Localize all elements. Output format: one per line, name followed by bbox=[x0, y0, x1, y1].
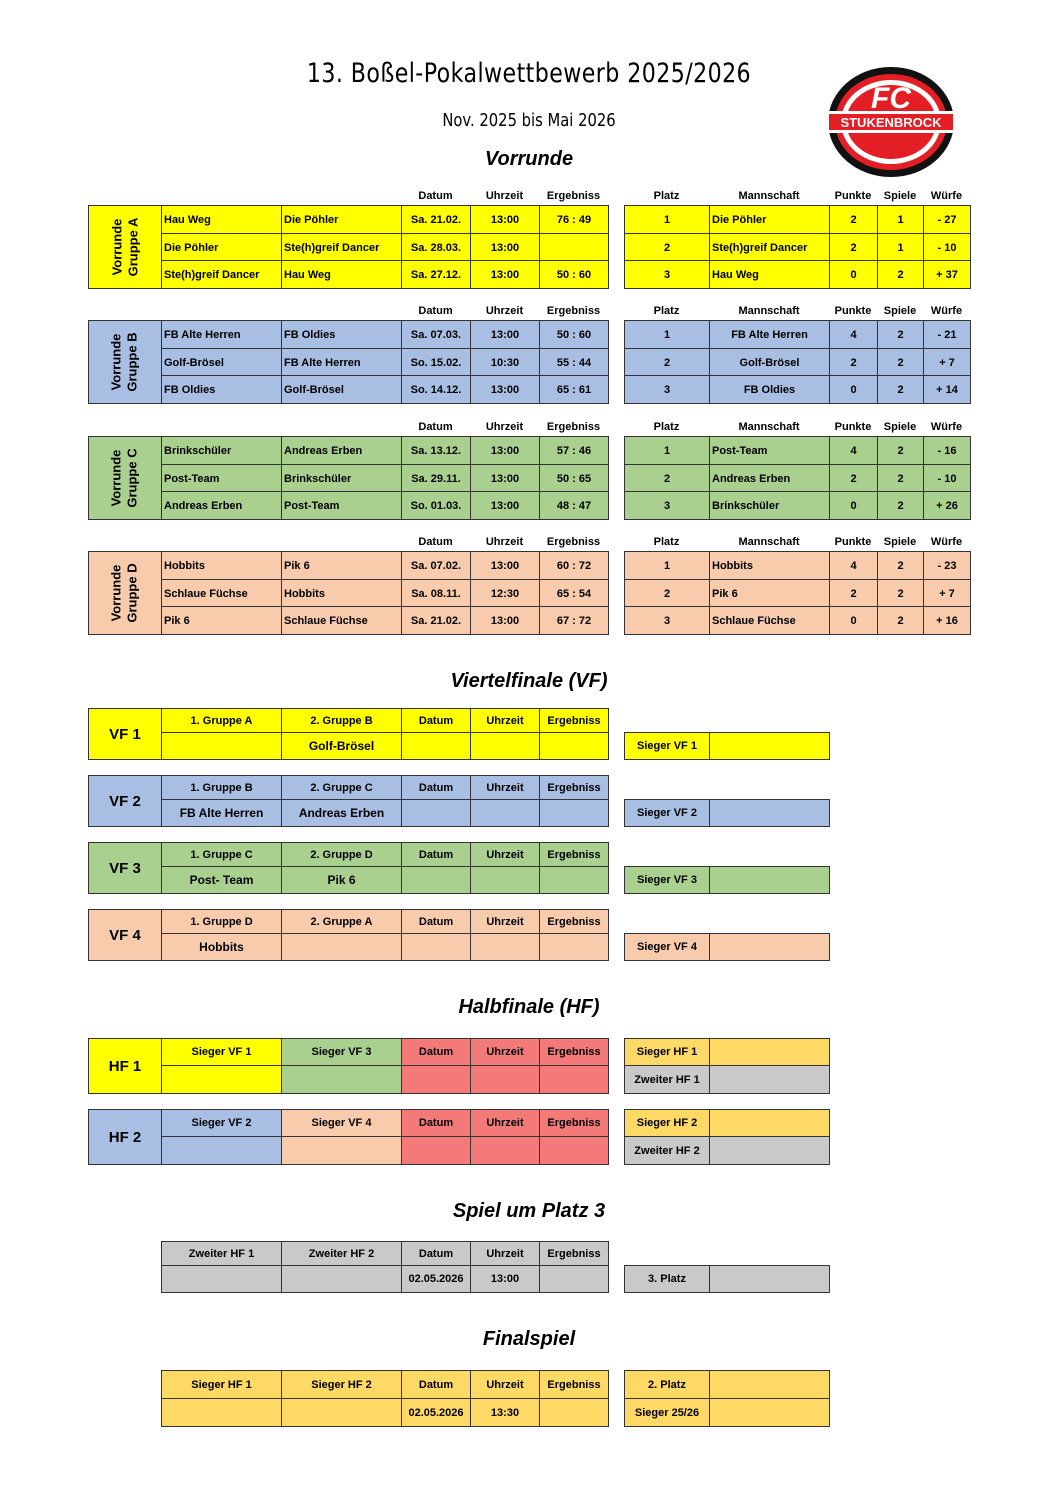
standing-team: Hobbits bbox=[709, 551, 830, 580]
match-result: 67 : 72 bbox=[539, 606, 609, 635]
hf-sieger-value bbox=[709, 1038, 830, 1066]
standing-games: 2 bbox=[877, 464, 924, 493]
header-wuerfe: Würfe bbox=[930, 536, 963, 548]
vf-ergebnis bbox=[539, 799, 609, 827]
match-time: 13:00 bbox=[470, 606, 540, 635]
vf-datum bbox=[401, 866, 471, 894]
match-date: So. 14.12. bbox=[401, 375, 471, 404]
vf-ergebnis bbox=[539, 732, 609, 760]
p3-team2 bbox=[281, 1265, 402, 1293]
match-team-home: Hobbits bbox=[161, 551, 282, 580]
hf-header-team1: Sieger VF 2 bbox=[161, 1109, 282, 1137]
standing-throws: - 10 bbox=[923, 233, 971, 262]
final-winner-value bbox=[709, 1398, 830, 1427]
match-date: Sa. 07.02. bbox=[401, 551, 471, 580]
vf-header-datum: Datum bbox=[401, 842, 471, 867]
vf-header-team1: 1. Gruppe B bbox=[161, 775, 282, 800]
standing-team: Schlaue Füchse bbox=[709, 606, 830, 635]
header-mannschaft: Mannschaft bbox=[738, 421, 800, 433]
standing-games: 2 bbox=[877, 606, 924, 635]
match-time: 13:00 bbox=[470, 375, 540, 404]
group-label-line1: Vorrunde bbox=[108, 449, 124, 507]
group-label-line2: Gruppe D bbox=[124, 563, 140, 623]
standing-rank: 3 bbox=[624, 491, 710, 520]
vf-datum bbox=[401, 799, 471, 827]
header-ergebnis: Ergebniss bbox=[546, 190, 601, 202]
vf-header-team1: 1. Gruppe D bbox=[161, 909, 282, 934]
vf-label: VF 3 bbox=[88, 842, 162, 894]
match-result: 50 : 65 bbox=[539, 464, 609, 493]
vf-team2: Andreas Erben bbox=[281, 799, 402, 827]
vf-uhrzeit bbox=[470, 866, 540, 894]
match-result: 48 : 47 bbox=[539, 491, 609, 520]
vf-team1: Hobbits bbox=[161, 933, 282, 961]
final-header-uhrzeit: Uhrzeit bbox=[470, 1370, 540, 1399]
standing-games: 1 bbox=[877, 233, 924, 262]
header-platz: Platz bbox=[653, 190, 680, 202]
vf-header-uhrzeit: Uhrzeit bbox=[470, 909, 540, 934]
section-finalspiel: Finalspiel bbox=[482, 1328, 576, 1350]
match-team-home: Post-Team bbox=[161, 464, 282, 493]
standing-games: 2 bbox=[877, 436, 924, 465]
standing-points: 0 bbox=[829, 606, 878, 635]
vf-header-team2: 2. Gruppe B bbox=[281, 708, 402, 733]
vf-header-datum: Datum bbox=[401, 909, 471, 934]
page-title: 13. Boßel-Pokalwettbewerb 2025/2026 bbox=[306, 58, 752, 89]
vf-sieger-label: Sieger VF 2 bbox=[624, 799, 710, 827]
hf-team2 bbox=[281, 1136, 402, 1165]
header-punkte: Punkte bbox=[834, 536, 872, 548]
hf-zweiter-value bbox=[709, 1136, 830, 1165]
match-team-away: Hau Weg bbox=[281, 260, 402, 289]
match-team-home: Pik 6 bbox=[161, 606, 282, 635]
standing-rank: 1 bbox=[624, 205, 710, 234]
vf-team2 bbox=[281, 933, 402, 961]
hf-header-ergebnis: Ergebniss bbox=[539, 1109, 609, 1137]
header-mannschaft: Mannschaft bbox=[738, 536, 800, 548]
header-spiele: Spiele bbox=[883, 421, 917, 433]
vf-header-uhrzeit: Uhrzeit bbox=[470, 842, 540, 867]
p3-team1 bbox=[161, 1265, 282, 1293]
match-result: 65 : 54 bbox=[539, 579, 609, 608]
standing-games: 1 bbox=[877, 205, 924, 234]
vf-header-ergebnis: Ergebniss bbox=[539, 775, 609, 800]
header-datum: Datum bbox=[418, 421, 453, 433]
match-result: 76 : 49 bbox=[539, 205, 609, 234]
final-header-team1: Sieger HF 1 bbox=[161, 1370, 282, 1399]
vf-uhrzeit bbox=[470, 732, 540, 760]
hf-sieger-label: Sieger HF 2 bbox=[624, 1109, 710, 1137]
vf-team1: FB Alte Herren bbox=[161, 799, 282, 827]
standing-points: 2 bbox=[829, 579, 878, 608]
header-ergebnis: Ergebniss bbox=[546, 421, 601, 433]
vf-header-team2: 2. Gruppe D bbox=[281, 842, 402, 867]
hf-label: HF 1 bbox=[88, 1038, 162, 1094]
standing-team: Die Pöhler bbox=[709, 205, 830, 234]
standing-games: 2 bbox=[877, 260, 924, 289]
header-platz: Platz bbox=[653, 305, 680, 317]
hf-header-datum: Datum bbox=[401, 1038, 471, 1066]
vf-team1: Post- Team bbox=[161, 866, 282, 894]
standing-games: 2 bbox=[877, 348, 924, 377]
header-uhrzeit: Uhrzeit bbox=[485, 190, 524, 202]
match-team-home: Schlaue Füchse bbox=[161, 579, 282, 608]
vf-sieger-value bbox=[709, 732, 830, 760]
hf-header-datum: Datum bbox=[401, 1109, 471, 1137]
standing-team: Andreas Erben bbox=[709, 464, 830, 493]
match-date: Sa. 08.11. bbox=[401, 579, 471, 608]
header-datum: Datum bbox=[418, 536, 453, 548]
match-team-away: Hobbits bbox=[281, 579, 402, 608]
standing-points: 2 bbox=[829, 233, 878, 262]
match-result: 50 : 60 bbox=[539, 320, 609, 349]
hf-zweiter-label: Zweiter HF 2 bbox=[624, 1136, 710, 1165]
vf-header-uhrzeit: Uhrzeit bbox=[470, 708, 540, 733]
match-team-away: FB Oldies bbox=[281, 320, 402, 349]
match-time: 13:00 bbox=[470, 320, 540, 349]
header-uhrzeit: Uhrzeit bbox=[485, 421, 524, 433]
standing-rank: 1 bbox=[624, 436, 710, 465]
match-result: 50 : 60 bbox=[539, 260, 609, 289]
match-team-away: Schlaue Füchse bbox=[281, 606, 402, 635]
match-team-home: FB Alte Herren bbox=[161, 320, 282, 349]
hf-team1 bbox=[161, 1065, 282, 1094]
match-team-home: Golf-Brösel bbox=[161, 348, 282, 377]
header-spiele: Spiele bbox=[883, 305, 917, 317]
standing-games: 2 bbox=[877, 579, 924, 608]
standing-team: Post-Team bbox=[709, 436, 830, 465]
standing-throws: - 16 bbox=[923, 436, 971, 465]
hf-zweiter-value bbox=[709, 1065, 830, 1094]
group-label bbox=[88, 320, 162, 404]
match-result: 55 : 44 bbox=[539, 348, 609, 377]
header-wuerfe: Würfe bbox=[930, 305, 963, 317]
vf-sieger-value bbox=[709, 933, 830, 961]
standing-throws: - 21 bbox=[923, 320, 971, 349]
p3-header-ergebnis: Ergebniss bbox=[539, 1241, 609, 1266]
vf-header-team2: 2. Gruppe A bbox=[281, 909, 402, 934]
vf-sieger-label: Sieger VF 4 bbox=[624, 933, 710, 961]
standing-throws: - 10 bbox=[923, 464, 971, 493]
hf-sieger-value bbox=[709, 1109, 830, 1137]
header-ergebnis: Ergebniss bbox=[546, 305, 601, 317]
p3-datum: 02.05.2026 bbox=[401, 1265, 471, 1293]
hf-label: HF 2 bbox=[88, 1109, 162, 1165]
header-datum: Datum bbox=[418, 305, 453, 317]
vf-team1 bbox=[161, 732, 282, 760]
match-team-away: Golf-Brösel bbox=[281, 375, 402, 404]
standing-team: Brinkschüler bbox=[709, 491, 830, 520]
logo-bottom-text: STUKENBROCK bbox=[840, 115, 942, 130]
vf-ergebnis bbox=[539, 933, 609, 961]
match-date: Sa. 21.02. bbox=[401, 606, 471, 635]
match-team-home: FB Oldies bbox=[161, 375, 282, 404]
final-header-datum: Datum bbox=[401, 1370, 471, 1399]
match-time: 10:30 bbox=[470, 348, 540, 377]
group-label bbox=[88, 551, 162, 635]
section-vorrunde: Vorrunde bbox=[484, 148, 574, 170]
match-time: 13:00 bbox=[470, 233, 540, 262]
vf-header-ergebnis: Ergebniss bbox=[539, 842, 609, 867]
vf-sieger-value bbox=[709, 799, 830, 827]
group-label-line2: Gruppe C bbox=[124, 448, 140, 508]
match-date: Sa. 27.12. bbox=[401, 260, 471, 289]
vf-uhrzeit bbox=[470, 933, 540, 961]
header-mannschaft: Mannschaft bbox=[738, 190, 800, 202]
hf-header-team1: Sieger VF 1 bbox=[161, 1038, 282, 1066]
vf-header-ergebnis: Ergebniss bbox=[539, 909, 609, 934]
standing-points: 0 bbox=[829, 260, 878, 289]
match-date: Sa. 13.12. bbox=[401, 436, 471, 465]
header-punkte: Punkte bbox=[834, 421, 872, 433]
match-time: 12:30 bbox=[470, 579, 540, 608]
hf-team1 bbox=[161, 1136, 282, 1165]
standing-points: 4 bbox=[829, 436, 878, 465]
standing-rank: 3 bbox=[624, 606, 710, 635]
standing-throws: + 26 bbox=[923, 491, 971, 520]
standing-throws: - 23 bbox=[923, 551, 971, 580]
hf-uhrzeit bbox=[470, 1065, 540, 1094]
match-team-home: Andreas Erben bbox=[161, 491, 282, 520]
match-team-home: Brinkschüler bbox=[161, 436, 282, 465]
group-label-line1: Vorrunde bbox=[108, 333, 124, 391]
standing-throws: + 14 bbox=[923, 375, 971, 404]
hf-ergebnis bbox=[539, 1065, 609, 1094]
p3-header-team1: Zweiter HF 1 bbox=[161, 1241, 282, 1266]
p3-ergebnis bbox=[539, 1265, 609, 1293]
match-date: Sa. 07.03. bbox=[401, 320, 471, 349]
header-platz: Platz bbox=[653, 536, 680, 548]
final-second-label: 2. Platz bbox=[624, 1370, 710, 1399]
standing-team: Pik 6 bbox=[709, 579, 830, 608]
standing-team: Ste(h)greif Dancer bbox=[709, 233, 830, 262]
group-label-line2: Gruppe B bbox=[124, 332, 140, 392]
hf-uhrzeit bbox=[470, 1136, 540, 1165]
standing-rank: 3 bbox=[624, 260, 710, 289]
standing-rank: 3 bbox=[624, 375, 710, 404]
vf-label: VF 2 bbox=[88, 775, 162, 827]
standing-points: 4 bbox=[829, 320, 878, 349]
vf-label: VF 4 bbox=[88, 909, 162, 961]
hf-header-team2: Sieger VF 4 bbox=[281, 1109, 402, 1137]
vf-datum bbox=[401, 732, 471, 760]
standing-team: Golf-Brösel bbox=[709, 348, 830, 377]
group-label-line2: Gruppe A bbox=[125, 217, 140, 277]
standing-points: 2 bbox=[829, 205, 878, 234]
header-punkte: Punkte bbox=[834, 305, 872, 317]
vf-team2: Pik 6 bbox=[281, 866, 402, 894]
final-winner-label: Sieger 25/26 bbox=[624, 1398, 710, 1427]
match-result: 57 : 46 bbox=[539, 436, 609, 465]
final-header-ergebnis: Ergebniss bbox=[539, 1370, 609, 1399]
standing-games: 2 bbox=[877, 375, 924, 404]
group-label bbox=[88, 205, 162, 289]
group-label bbox=[88, 436, 162, 520]
hf-header-uhrzeit: Uhrzeit bbox=[470, 1038, 540, 1066]
final-team1 bbox=[161, 1398, 282, 1427]
standing-rank: 1 bbox=[624, 551, 710, 580]
match-date: Sa. 29.11. bbox=[401, 464, 471, 493]
vf-header-datum: Datum bbox=[401, 775, 471, 800]
match-team-away: Ste(h)greif Dancer bbox=[281, 233, 402, 262]
hf-team2 bbox=[281, 1065, 402, 1094]
match-team-home: Ste(h)greif Dancer bbox=[161, 260, 282, 289]
standing-games: 2 bbox=[877, 491, 924, 520]
vf-header-uhrzeit: Uhrzeit bbox=[470, 775, 540, 800]
vf-label: VF 1 bbox=[88, 708, 162, 760]
standing-throws: + 7 bbox=[923, 579, 971, 608]
hf-datum bbox=[401, 1136, 471, 1165]
vf-header-team1: 1. Gruppe C bbox=[161, 842, 282, 867]
vf-sieger-label: Sieger VF 1 bbox=[624, 732, 710, 760]
vf-header-team2: 2. Gruppe C bbox=[281, 775, 402, 800]
vf-uhrzeit bbox=[470, 799, 540, 827]
hf-header-team2: Sieger VF 3 bbox=[281, 1038, 402, 1066]
p3-uhrzeit: 13:00 bbox=[470, 1265, 540, 1293]
p3-header-uhrzeit: Uhrzeit bbox=[470, 1241, 540, 1266]
vf-sieger-value bbox=[709, 866, 830, 894]
match-result: 65 : 61 bbox=[539, 375, 609, 404]
logo-top-text: FC bbox=[871, 82, 911, 115]
header-mannschaft: Mannschaft bbox=[738, 305, 800, 317]
header-uhrzeit: Uhrzeit bbox=[485, 536, 524, 548]
hf-header-uhrzeit: Uhrzeit bbox=[470, 1109, 540, 1137]
match-time: 13:00 bbox=[470, 205, 540, 234]
hf-header-ergebnis: Ergebniss bbox=[539, 1038, 609, 1066]
match-time: 13:00 bbox=[470, 551, 540, 580]
standing-rank: 1 bbox=[624, 320, 710, 349]
final-uhrzeit: 13:30 bbox=[470, 1398, 540, 1427]
hf-sieger-label: Sieger HF 1 bbox=[624, 1038, 710, 1066]
vf-team2: Golf-Brösel bbox=[281, 732, 402, 760]
section-viertelfinale: Viertelfinale (VF) bbox=[450, 670, 608, 692]
match-date: So. 01.03. bbox=[401, 491, 471, 520]
match-team-home: Die Pöhler bbox=[161, 233, 282, 262]
final-datum: 02.05.2026 bbox=[401, 1398, 471, 1427]
vf-sieger-label: Sieger VF 3 bbox=[624, 866, 710, 894]
standing-throws: + 16 bbox=[923, 606, 971, 635]
header-uhrzeit: Uhrzeit bbox=[485, 305, 524, 317]
vf-header-team1: 1. Gruppe A bbox=[161, 708, 282, 733]
match-team-home: Hau Weg bbox=[161, 205, 282, 234]
header-punkte: Punkte bbox=[834, 190, 872, 202]
p3-result-label: 3. Platz bbox=[624, 1265, 710, 1293]
standing-games: 2 bbox=[877, 320, 924, 349]
match-date: So. 15.02. bbox=[401, 348, 471, 377]
group-label-line1: Vorrunde bbox=[109, 218, 124, 276]
match-result bbox=[539, 233, 609, 262]
hf-zweiter-label: Zweiter HF 1 bbox=[624, 1065, 710, 1094]
match-team-away: FB Alte Herren bbox=[281, 348, 402, 377]
standing-rank: 2 bbox=[624, 233, 710, 262]
section-platz3: Spiel um Platz 3 bbox=[452, 1200, 606, 1222]
match-team-away: Brinkschüler bbox=[281, 464, 402, 493]
match-team-away: Pik 6 bbox=[281, 551, 402, 580]
standing-throws: + 7 bbox=[923, 348, 971, 377]
final-team2 bbox=[281, 1398, 402, 1427]
hf-datum bbox=[401, 1065, 471, 1094]
p3-result-value bbox=[709, 1265, 830, 1293]
standing-rank: 2 bbox=[624, 464, 710, 493]
header-ergebnis: Ergebniss bbox=[546, 536, 601, 548]
standing-points: 4 bbox=[829, 551, 878, 580]
header-wuerfe: Würfe bbox=[930, 190, 963, 202]
standing-points: 0 bbox=[829, 375, 878, 404]
standing-team: FB Oldies bbox=[709, 375, 830, 404]
header-wuerfe: Würfe bbox=[930, 421, 963, 433]
standing-team: Hau Weg bbox=[709, 260, 830, 289]
standing-throws: + 37 bbox=[923, 260, 971, 289]
match-team-away: Die Pöhler bbox=[281, 205, 402, 234]
hf-ergebnis bbox=[539, 1136, 609, 1165]
match-result: 60 : 72 bbox=[539, 551, 609, 580]
section-halbfinale: Halbfinale (HF) bbox=[458, 996, 600, 1018]
p3-header-team2: Zweiter HF 2 bbox=[281, 1241, 402, 1266]
header-platz: Platz bbox=[653, 421, 680, 433]
standing-rank: 2 bbox=[624, 348, 710, 377]
match-date: Sa. 28.03. bbox=[401, 233, 471, 262]
header-datum: Datum bbox=[418, 190, 453, 202]
vf-header-datum: Datum bbox=[401, 708, 471, 733]
vf-header-ergebnis: Ergebniss bbox=[539, 708, 609, 733]
match-date: Sa. 21.02. bbox=[401, 205, 471, 234]
standing-points: 2 bbox=[829, 464, 878, 493]
group-label-line1: Vorrunde bbox=[108, 564, 124, 622]
match-team-away: Andreas Erben bbox=[281, 436, 402, 465]
page-subtitle: Nov. 2025 bis Mai 2026 bbox=[442, 110, 616, 131]
vf-datum bbox=[401, 933, 471, 961]
standing-throws: - 27 bbox=[923, 205, 971, 234]
standing-games: 2 bbox=[877, 551, 924, 580]
standing-points: 0 bbox=[829, 491, 878, 520]
final-ergebnis bbox=[539, 1398, 609, 1427]
p3-header-datum: Datum bbox=[401, 1241, 471, 1266]
final-header-team2: Sieger HF 2 bbox=[281, 1370, 402, 1399]
match-time: 13:00 bbox=[470, 464, 540, 493]
header-spiele: Spiele bbox=[883, 190, 917, 202]
final-second-value bbox=[709, 1370, 830, 1399]
standing-team: FB Alte Herren bbox=[709, 320, 830, 349]
match-time: 13:00 bbox=[470, 436, 540, 465]
standing-rank: 2 bbox=[624, 579, 710, 608]
match-team-away: Post-Team bbox=[281, 491, 402, 520]
match-time: 13:00 bbox=[470, 260, 540, 289]
standing-points: 2 bbox=[829, 348, 878, 377]
vf-ergebnis bbox=[539, 866, 609, 894]
header-spiele: Spiele bbox=[883, 536, 917, 548]
match-time: 13:00 bbox=[470, 491, 540, 520]
